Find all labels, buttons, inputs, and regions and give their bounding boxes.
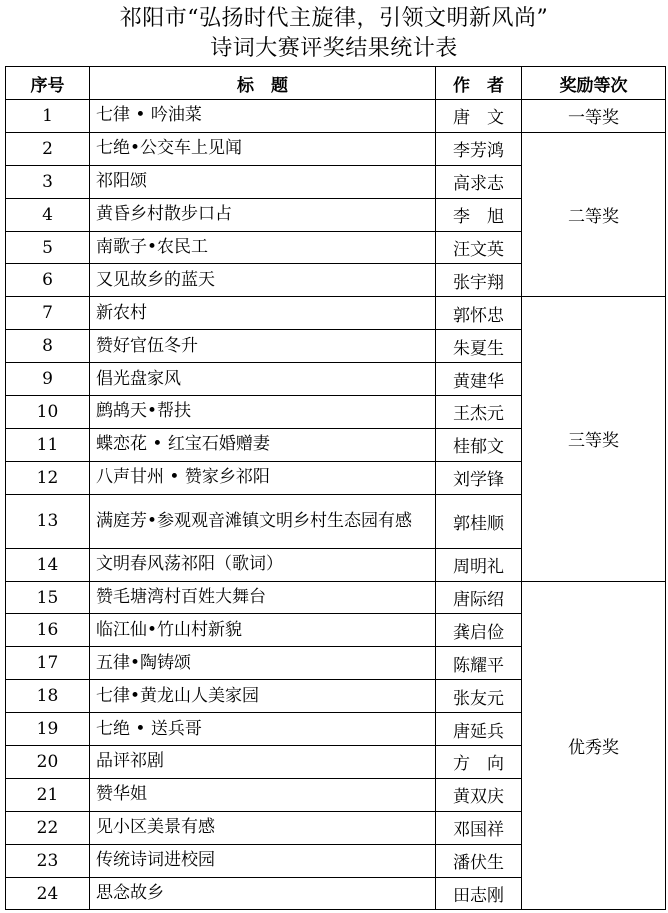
author-name: 唐际绍 — [436, 581, 522, 614]
row-number: 14 — [6, 548, 90, 581]
row-number: 16 — [6, 614, 90, 647]
author-name: 周明礼 — [436, 548, 522, 581]
row-number: 22 — [6, 811, 90, 844]
poem-title: 祁阳颂 — [90, 165, 436, 198]
row-number: 11 — [6, 428, 90, 461]
poem-title: 又见故乡的蓝天 — [90, 264, 436, 297]
author-name: 田志刚 — [436, 877, 522, 910]
author-name: 黄双庆 — [436, 778, 522, 811]
poem-title: 思念故乡 — [90, 877, 436, 910]
author-name: 陈耀平 — [436, 647, 522, 680]
author-name: 朱夏生 — [436, 330, 522, 363]
author-name: 李 旭 — [436, 198, 522, 231]
award-second: 二等奖 — [522, 132, 666, 296]
row-number: 7 — [6, 297, 90, 330]
poem-title: 五律•陶铸颂 — [90, 647, 436, 680]
author-name: 邓国祥 — [436, 811, 522, 844]
poem-title: 黄昏乡村散步口占 — [90, 198, 436, 231]
author-name: 龚启俭 — [436, 614, 522, 647]
row-number: 3 — [6, 165, 90, 198]
award-third: 三等奖 — [522, 297, 666, 581]
award-excellent: 优秀奖 — [522, 581, 666, 910]
author-name: 桂郁文 — [436, 428, 522, 461]
author-name: 黄建华 — [436, 363, 522, 396]
row-number: 10 — [6, 396, 90, 429]
poem-title: 七绝 • 送兵哥 — [90, 713, 436, 746]
table-row — [6, 100, 666, 133]
poem-title: 七律•黄龙山人美家园 — [90, 680, 436, 713]
row-number: 13 — [6, 494, 90, 548]
poem-title: 传统诗词进校园 — [90, 844, 436, 877]
poem-title: 赞华姐 — [90, 778, 436, 811]
poem-title: 倡光盘家风 — [90, 363, 436, 396]
author-name: 潘伏生 — [436, 844, 522, 877]
author-name: 郭怀忠 — [436, 297, 522, 330]
author-name: 郭桂顺 — [436, 494, 522, 548]
award-first: 一等奖 — [522, 100, 666, 133]
poem-title: 赞好官伍冬升 — [90, 330, 436, 363]
poem-title: 七绝•公交车上见闻 — [90, 132, 436, 165]
table-row — [6, 297, 666, 330]
header-title: 标 题 — [90, 67, 436, 100]
poem-title: 文明春风荡祁阳（歌词） — [90, 548, 436, 581]
row-number: 23 — [6, 844, 90, 877]
poem-title: 品评祁剧 — [90, 746, 436, 779]
author-name: 唐 文 — [436, 100, 522, 133]
row-number: 24 — [6, 877, 90, 910]
author-name: 高求志 — [436, 165, 522, 198]
row-number: 6 — [6, 264, 90, 297]
row-number: 18 — [6, 680, 90, 713]
header-index: 序号 — [6, 67, 90, 100]
row-number: 17 — [6, 647, 90, 680]
table-row — [6, 132, 666, 165]
author-name: 汪文英 — [436, 231, 522, 264]
poem-title: 临江仙•竹山村新貌 — [90, 614, 436, 647]
poem-title: 南歌子•农民工 — [90, 231, 436, 264]
results-table — [5, 66, 666, 910]
table-header-row — [6, 67, 666, 100]
author-name: 张宇翔 — [436, 264, 522, 297]
document-title-line-2: 诗词大赛评奖结果统计表 — [210, 36, 458, 61]
header-award: 奖励等次 — [522, 67, 666, 100]
author-name: 李芳鸿 — [436, 132, 522, 165]
poem-title: 七律 • 吟油菜 — [90, 100, 436, 133]
author-name: 唐延兵 — [436, 713, 522, 746]
poem-title: 见小区美景有感 — [90, 811, 436, 844]
poem-title: 新农村 — [90, 297, 436, 330]
table-row — [6, 581, 666, 614]
author-name: 王杰元 — [436, 396, 522, 429]
poem-title: 八声甘州 • 赞家乡祁阳 — [90, 461, 436, 494]
header-author: 作 者 — [436, 67, 522, 100]
row-number: 2 — [6, 132, 90, 165]
row-number: 12 — [6, 461, 90, 494]
author-name: 张友元 — [436, 680, 522, 713]
row-number: 15 — [6, 581, 90, 614]
row-number: 5 — [6, 231, 90, 264]
poem-title: 蝶恋花 • 红宝石婚赠妻 — [90, 428, 436, 461]
row-number: 8 — [6, 330, 90, 363]
row-number: 4 — [6, 198, 90, 231]
row-number: 1 — [6, 100, 90, 133]
poem-title: 赞毛塘湾村百姓大舞台 — [90, 581, 436, 614]
row-number: 9 — [6, 363, 90, 396]
author-name: 刘学锋 — [436, 461, 522, 494]
row-number: 19 — [6, 713, 90, 746]
document-title-line-1: 祁阳市“弘扬时代主旋律，引领文明新风尚” — [119, 6, 549, 31]
poem-title: 鹧鸪天•帮扶 — [90, 396, 436, 429]
row-number: 20 — [6, 746, 90, 779]
row-number: 21 — [6, 778, 90, 811]
author-name: 方 向 — [436, 746, 522, 779]
poem-title: 满庭芳•参观观音滩镇文明乡村生态园有感 — [90, 494, 436, 548]
